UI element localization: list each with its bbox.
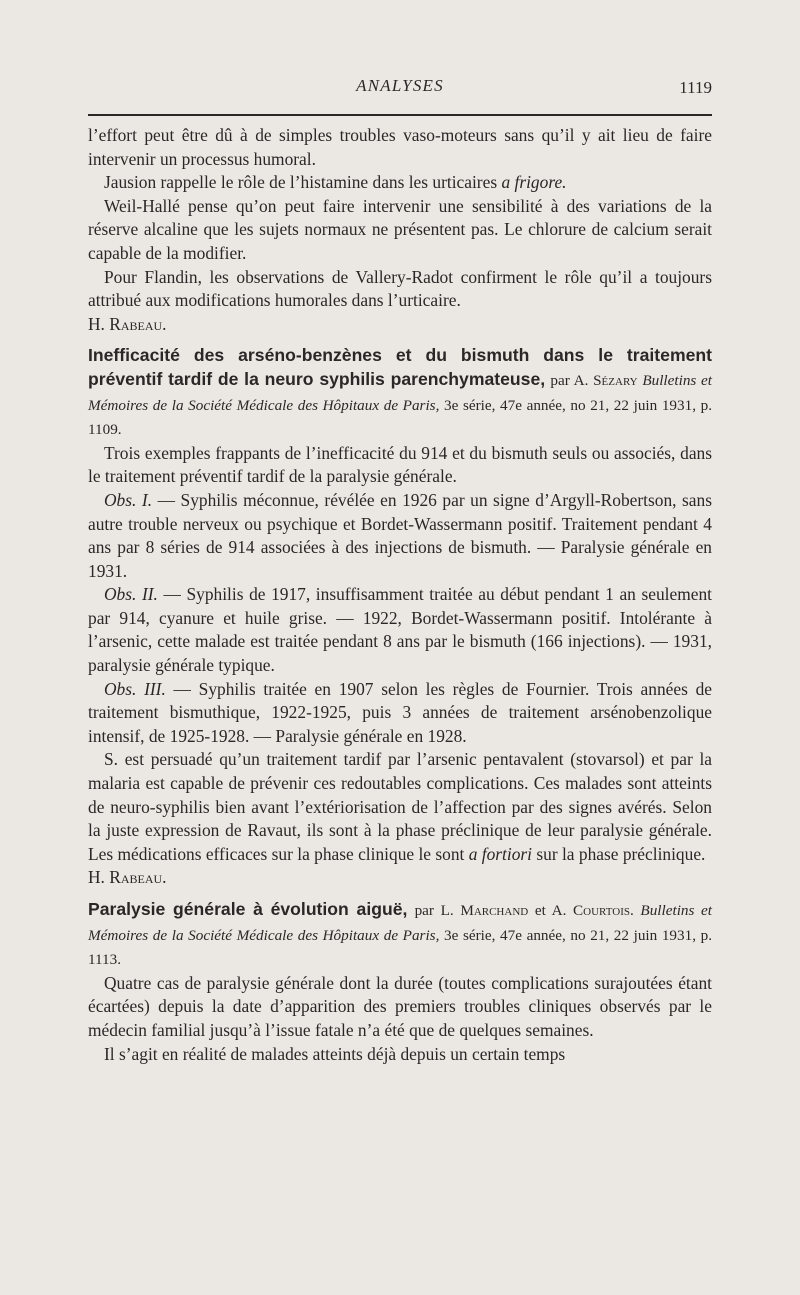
journal: Bulletins et Mémoires de la Société Médicale des Hôpitaux de Paris,: [88, 371, 712, 414]
paragraph: Il s’agit en réalité de malades atteints déjà depuis un certain temps: [104, 1043, 566, 1064]
conclusion-text: S. est persuadé qu’un traitement tardif par l’arsenic pentavalent (stovarsol) et par la malaria est capable de prévenir ces redoutables complications. Ces malades sont atteints de neuro-syphilis bien avant l’extériorisation de l’affection par des signes avérés. Selon la juste expression de Ravaut, ils sont à la phase préclinique de leur paralysie générale. Les médications efficaces sur la phase clinique le sont: [88, 749, 712, 864]
paragraph: Weil-Hallé pense qu’on peut faire intervenir une sensibilité à des variations de la réserve alcaline que les sujets normaux ne présentent pas. Le chlorure de calcium serait capable de la modifier.: [88, 195, 712, 263]
author: Marchand: [460, 902, 529, 919]
running-head: [88, 76, 712, 102]
signature: H. Rabeau.: [88, 313, 167, 334]
article-title: Inefficacité des arséno-benzènes et du bismuth dans le traitement préventif tardif de la neuro syphilis parenchymateuse,: [88, 345, 712, 389]
observation-2: [88, 583, 712, 677]
obs-text: — Syphilis méconnue, révélée en 1926 par un signe d’Argyll-Robertson, sans autre trouble nerveux ou psychique et Bordet-Wassermann positif. Traitement pendant 4 ans par 8 séries de 914 associées à des injections de bismuth. — Paralysie générale en 1931.: [88, 489, 712, 581]
issue: 3e série, 47e année, no 21, 22 juin 1931, p. 1109.: [88, 396, 713, 439]
citation-par: par L.: [414, 902, 454, 919]
obs-text: — Syphilis de 1917, insuffisamment traitée au début pendant 1 an seulement par 914, cyanure et huile grise. — 1922, Bordet-Wassermann positif. Intolérante à l’arsenic, cette malade est traitée pendant 8 ans par le bismuth (166 injections). — 1931, paralysie générale typique.: [88, 584, 712, 676]
article-heading: [88, 898, 712, 972]
obs-label: Obs. II.: [104, 584, 158, 605]
latin-term: a frigore.: [501, 172, 567, 193]
section-title: ANALYSES: [356, 76, 444, 95]
article-title: Paralysie générale à évolution aiguë,: [88, 899, 408, 919]
paragraph: Quatre cas de paralysie générale dont la durée (toutes complications surajoutées étant écartées) depuis la date d’apparition des premiers troubles cliniques observés par le médecin familial jusqu’à l’issue fatale n’a été que de quelques semaines.: [88, 972, 712, 1040]
obs-label: Obs. III.: [104, 678, 166, 699]
observation-3: [88, 678, 712, 749]
header-rule: [88, 114, 712, 116]
citation-et: et A.: [534, 902, 567, 919]
signature: H. Rabeau.: [88, 867, 167, 888]
paragraph: l’effort peut être dû à de simples troubles vaso-moteurs sans qu’il y ait lieu de faire intervenir un processus humoral.: [88, 125, 712, 169]
paragraph: [88, 171, 712, 195]
obs-label: Obs. I.: [104, 489, 153, 510]
observation-1: [88, 489, 712, 583]
obs-text: — Syphilis traitée en 1907 selon les règles de Fournier. Trois années de traitement bismuthique, 1922-1925, puis 3 années de traitement arsénobenzolique intensif, de 1925-1928. — Paralysie générale en 1928.: [88, 678, 712, 746]
conclusion: [88, 748, 712, 866]
page-body: [88, 124, 712, 1066]
conclusion-end: sur la phase préclinique.: [536, 843, 706, 864]
paragraph: Trois exemples frappants de l’inefficacité du 914 et du bismuth seuls ou associés, dans le traitement préventif tardif de la paralysie générale.: [88, 442, 712, 487]
paragraph-text: Jausion rappelle le rôle de l’histamine dans les urticaires: [104, 172, 498, 193]
latin-term: a fortiori: [468, 843, 533, 864]
citation-par: par A.: [550, 371, 589, 389]
article-heading: [88, 344, 712, 441]
author: Sézary: [593, 371, 638, 389]
issue: 3e série, 47e année, no 21, 22 juin 1931, p. 1113.: [88, 926, 713, 969]
author: Courtois.: [573, 902, 634, 919]
paragraph: Pour Flandin, les observations de Vallery-Radot confirment le rôle qu’il a toujours attribué aux modifications humorales dans l’urticaire.: [88, 266, 712, 311]
article-1: [88, 344, 712, 890]
article-2: [88, 898, 712, 1066]
journal: Bulletins et Mémoires de la Société Médicale des Hôpitaux de Paris,: [88, 902, 713, 944]
page-number: 1119: [679, 78, 712, 97]
